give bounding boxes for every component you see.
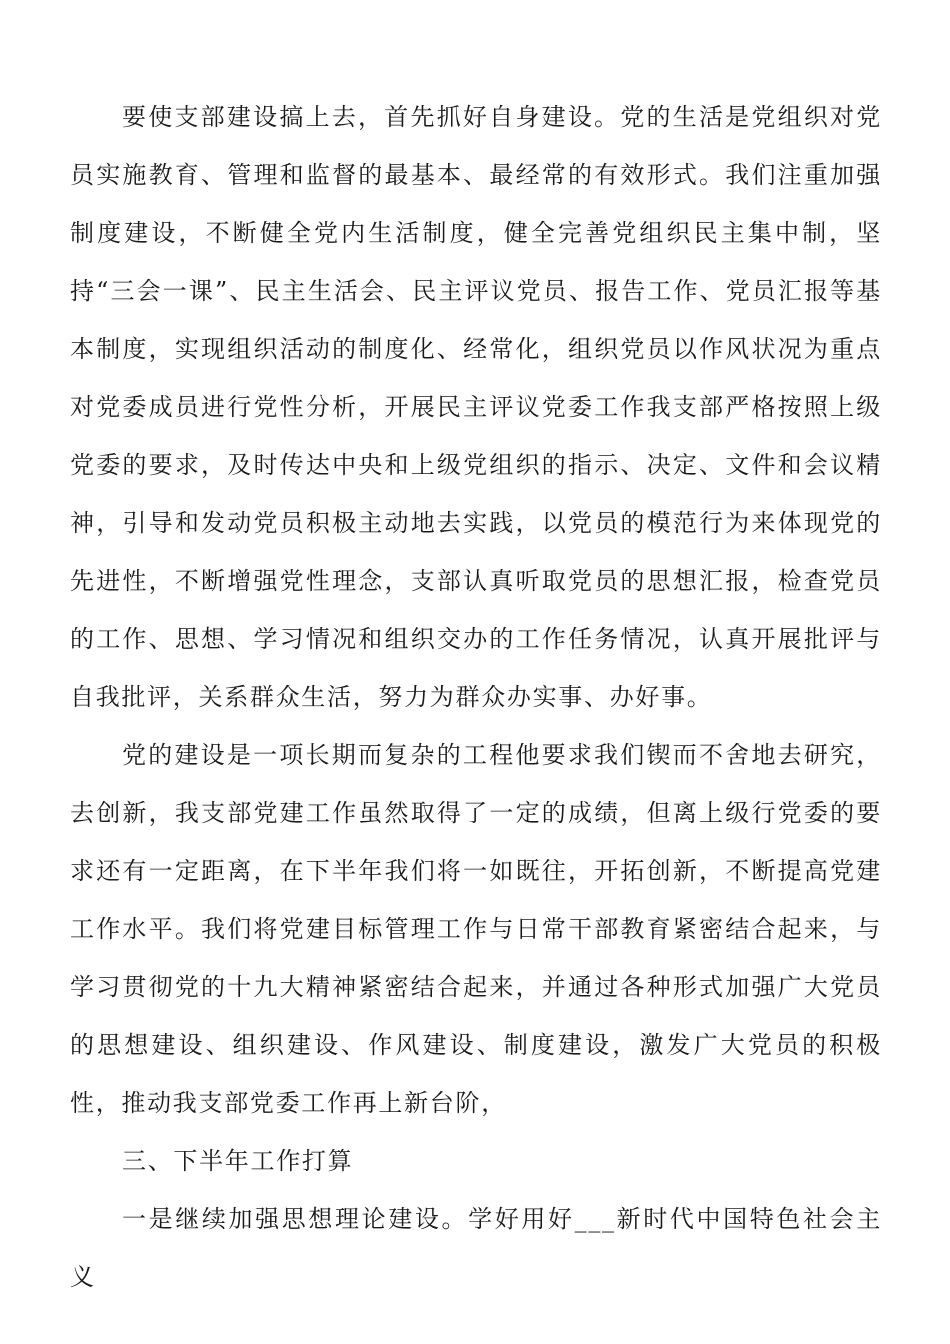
paragraph-branch-self-building: 要使支部建设搞上去，首先抓好自身建设。党的生活是党组织对党员实施教育、管理和监督的最基本、最经常的有效形式。我们注重加强制度建设，不断健全党内生活制度，健全完善党组织民主集中制，坚持“三会一课”、民主生活会、民主评议党员、报告工作、党员汇报等基本制度，实现组织活动的制度化、经常化，组织党员以作风状况为重点对党委成员进行党性分析，开展民主评议党委工作我支部严格按照上级党委的要求，及时传达中央和上级党组织的指示、决定、文件和会议精神，引导和发动党员积极主动地去实践，以党员的模范行为来体现党的先进性，不断增强党性理念，支部认真听取党员的思想汇报，检查党员的工作、思想、学习情况和组织交办的工作任务情况，认真开展批评与自我批评，关系群众生活，努力为群众办实事、办好事。 [70, 103, 882, 711]
section-heading: 三、下半年工作打算 [122, 1147, 354, 1175]
document-body [70, 88, 882, 1306]
paragraph-theory-building: 一是继续加强思想理论建设。学好用好___新时代中国特色社会主义 [70, 1205, 882, 1291]
paragraph-party-building-project: 党的建设是一项长期而复杂的工程他要求我们锲而不舍地去研究，去创新，我支部党建工作虽然取得了一定的成绩，但离上级行党委的要求还有一定距离，在下半年我们将一如既往，开拓创新，不断提高党建工作水平。我们将党建目标管理工作与日常干部教育紧密结合起来，与学习贯彻党的十九大精神紧密结合起来，并通过各种形式加强广大党员的思想建设、组织建设、作风建设、制度建设，激发广大党员的积极性，推动我支部党委工作再上新台阶， [70, 741, 882, 1117]
